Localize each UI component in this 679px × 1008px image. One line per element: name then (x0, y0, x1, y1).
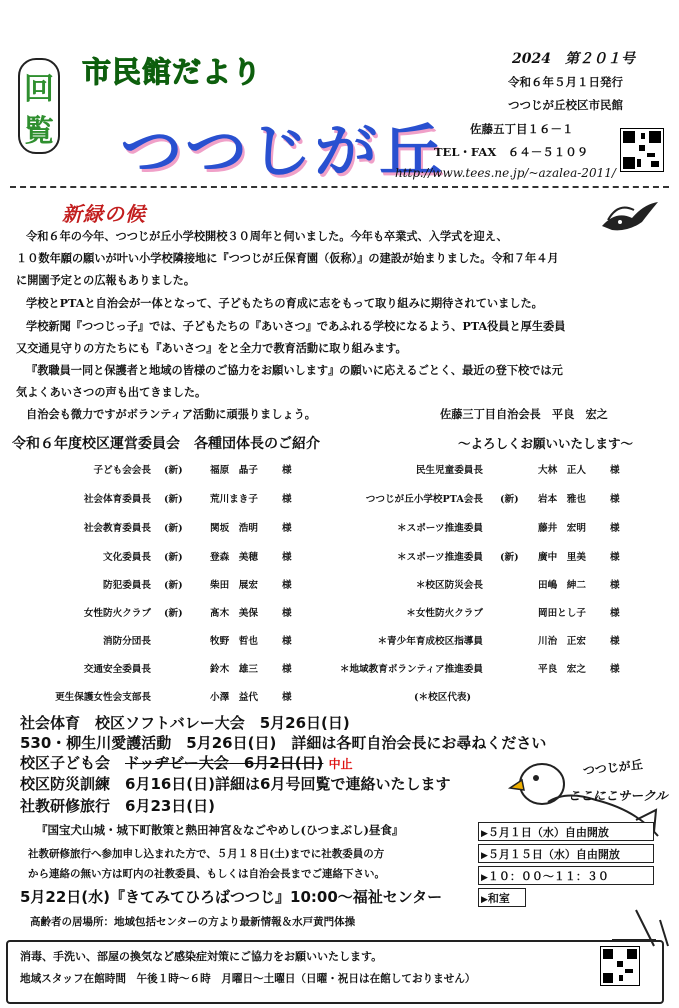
officer-role: 女性防火クラブ (83, 608, 151, 619)
officer-suffix: 様 (610, 523, 620, 534)
officer-suffix: 様 (282, 494, 292, 505)
issue-number: 2024 第２０１号 (512, 51, 635, 67)
event-hiroba: 5月22日(水)『きてみてひろばつつじ』10:00～福祉センター (20, 888, 443, 906)
officer-suffix: 様 (610, 494, 620, 505)
greeting-line: 学校とPTAと自治会が一体となって、子どもたちの育成に志をもって取り組みに期待されていました。 (26, 296, 543, 310)
greeting-line: 令和６年の今年、つつじが丘小学校開校３０周年と伺いました。今年も卒業式、入学式を迎え、 (26, 229, 508, 243)
kairan-char-2: 覧 (24, 114, 54, 149)
circle-schedule-item: ▶１０：００～１１：３０ (478, 866, 654, 885)
officer-name: 田嶋 紳二 (538, 580, 586, 591)
officer-suffix: 様 (610, 465, 620, 476)
event-kodomokai-prefix: 校区子ども会 (20, 754, 126, 772)
officer-suffix: 様 (282, 552, 292, 563)
officer-role: 社会体育委員長 (83, 494, 151, 505)
officer-name: 牧野 哲也 (210, 636, 258, 647)
event-bosai: 校区防災訓練 6月16日(日)詳細は6月号回覧で連絡いたします (20, 775, 451, 793)
officer-suffix: 様 (282, 664, 292, 675)
officer-suffix: 様 (610, 636, 620, 647)
event-hiroba-note: 高齢者の居場所：地域包括センターの方より最新情報＆水戸黄門体操 (30, 916, 356, 928)
officer-role: 文化委員長 (103, 552, 151, 563)
issue-date: 令和６年５月１日発行 (508, 75, 623, 89)
officer-suffix: 様 (282, 636, 292, 647)
greeting-line: １０数年願の願いが叶い小学校隣接地に『つつじが丘保育園（仮称）』の建設が始まりました。令和７年４月 (16, 251, 559, 265)
qr-code-icon (600, 946, 640, 986)
officer-role: ＊スポーツ推進委員 (397, 552, 483, 563)
officer-role: ＊女性防火クラブ (406, 608, 483, 619)
officer-new-tag: (新) (164, 580, 183, 591)
officer-role: ＊校区防災会長 (415, 580, 483, 591)
officer-suffix: 様 (282, 465, 292, 476)
publisher: つつじが丘校区市民館 (508, 98, 623, 112)
circle-label-top: つつじが丘 (582, 757, 644, 778)
officer-role: ＊青少年育成校区指導員 (377, 636, 483, 647)
officer-role: 子ども会会長 (93, 465, 151, 476)
officer-name: 藤井 宏明 (538, 523, 586, 534)
circle-schedule-item: ▶和室 (478, 888, 526, 907)
greeting-line: に開園予定との広報もありました。 (16, 273, 196, 287)
officer-role: 防犯委員長 (103, 580, 151, 591)
officer-suffix: 様 (282, 608, 292, 619)
officer-new-tag: (新) (164, 552, 183, 563)
officer-name: 平良 宏之 (538, 664, 586, 675)
tel-fax: TEL・FAX ６４－５１０９ (434, 145, 589, 159)
series-title: 市民館だより (82, 55, 263, 89)
officer-name: 柴田 展宏 (210, 580, 258, 591)
officer-role: ＊スポーツ推進委員 (397, 523, 483, 534)
footer-line-hours: 地域スタッフ在館時間 午後１時～６時 月曜日～土曜日（日曜・祝日は在館しておりません） (20, 973, 476, 985)
officer-suffix: 様 (610, 608, 620, 619)
cancel-badge: 中止 (328, 757, 353, 771)
circle-label-bottom: ここにこサークル (568, 788, 668, 803)
greeting-line: 又交通見守りの方たちにも『あいさつ』をと全力で教育活動に取り組みます。 (16, 341, 407, 355)
greeting-line: 自治会も微力ですがボランティア活動に頑張りましょう。 (26, 407, 316, 421)
page-title: つつじが丘 (120, 117, 445, 185)
circle-schedule-item: ▶５月１５日（水）自由開放 (478, 844, 654, 863)
officer-role: 社会教育委員長 (83, 523, 151, 534)
officer-new-tag: (新) (164, 465, 183, 476)
officer-name: 福原 晶子 (210, 465, 258, 476)
officer-name: 荒川まき子 (210, 494, 258, 505)
qr-code-icon (620, 128, 664, 172)
officer-new-tag: (新) (500, 552, 519, 563)
officer-new-tag: (新) (164, 608, 183, 619)
officer-suffix: 様 (610, 664, 620, 675)
officer-name: 登森 美穂 (210, 552, 258, 563)
kairan-char-1: 回 (24, 72, 54, 107)
officer-role: 消防分団長 (103, 636, 151, 647)
officer-name: 岡田とし子 (538, 608, 586, 619)
header-divider (10, 186, 669, 188)
officer-suffix: 様 (282, 523, 292, 534)
officer-name: 大林 正人 (538, 465, 586, 476)
officer-role: 交通安全委員長 (83, 664, 151, 675)
officer-name: 岩本 雅也 (538, 494, 586, 505)
officer-new-tag: (新) (500, 494, 519, 505)
officer-role: 民生児童委員長 (415, 465, 483, 476)
officer-name: 小澤 益代 (210, 692, 258, 703)
officer-note: (＊校区代表) (414, 692, 472, 703)
greeting-line: 気よくあいさつの声も出てきました。 (16, 385, 207, 399)
officer-name: 廣中 里美 (538, 552, 586, 563)
officer-new-tag: (新) (164, 494, 183, 505)
event-kodomokai (20, 752, 353, 773)
event-kenshu-note: 社教研修旅行へ参加申し込まれた方で、５月１８日(土)までに社教委員の方 (28, 848, 385, 860)
officers-title: 令和６年度校区運営委員会 各種団体長のご紹介 (12, 436, 320, 452)
officer-role: ＊地域教育ボランティア推進委員 (339, 664, 483, 675)
footer-line-infection: 消毒、手洗い、部屋の換気など感染症対策にご協力をお願いいたします。 (20, 950, 383, 963)
kairan-badge (18, 58, 60, 154)
event-kenshu: 社教研修旅行 6月23日(日) (20, 797, 216, 815)
officer-role: 更生保護女性会支部長 (55, 692, 151, 703)
event-kenshu-detail: 『国宝犬山城・城下町散策と熱田神宮＆なごやめし(ひつまぶし)昼食』 (36, 823, 404, 837)
officer-suffix: 様 (610, 580, 620, 591)
officer-name: 鈴木 雄三 (210, 664, 258, 675)
greeting-line: 学校新聞『つつじっ子』では、子どもたちの『あいさつ』であふれる学校になるよう、PTA役員と厚生委員 (26, 319, 566, 333)
officer-name: 川治 正宏 (538, 636, 586, 647)
greeting-line: 『教職員一同と保護者と地域の皆様のご協力をお願いします』の願いに応えるごとく、最近の登下校では元 (26, 363, 563, 377)
officer-role: つつじが丘小学校PTA会長 (365, 494, 483, 505)
event-softvolley: 社会体育 校区ソフトバレー大会 5月26日(日) (20, 714, 350, 732)
event-kodomokai-struck: ドッヂビー大会 6月2日(日) (125, 754, 324, 772)
officer-suffix: 様 (610, 552, 620, 563)
officer-name: 髙木 美保 (210, 608, 258, 619)
officer-suffix: 様 (282, 692, 292, 703)
officer-suffix: 様 (282, 580, 292, 591)
officer-new-tag: (新) (164, 523, 183, 534)
address: 佐藤五丁目１６－１ (470, 122, 574, 136)
event-yagyugawa: 530・柳生川愛護活動 5月26日(日) 詳細は各町自治会長にお尋ねください (20, 734, 547, 752)
officers-subtitle: ～よろしくお願いいたします～ (458, 436, 634, 451)
officer-name: 関坂 浩明 (210, 523, 258, 534)
event-kenshu-note: から連絡の無い方は町内の社教委員、もしくは自治会長までご連絡下さい。 (28, 868, 385, 880)
bird-icon (598, 196, 662, 236)
website-url[interactable]: http://www.tees.ne.jp/~azalea-2011/ (395, 166, 616, 180)
greeting-heading: 新緑の候 (62, 202, 146, 226)
circle-schedule-item: ▶５月１日（水）自由開放 (478, 822, 654, 841)
greeting-signature: 佐藤三丁目自治会長 平良 宏之 (440, 407, 608, 421)
